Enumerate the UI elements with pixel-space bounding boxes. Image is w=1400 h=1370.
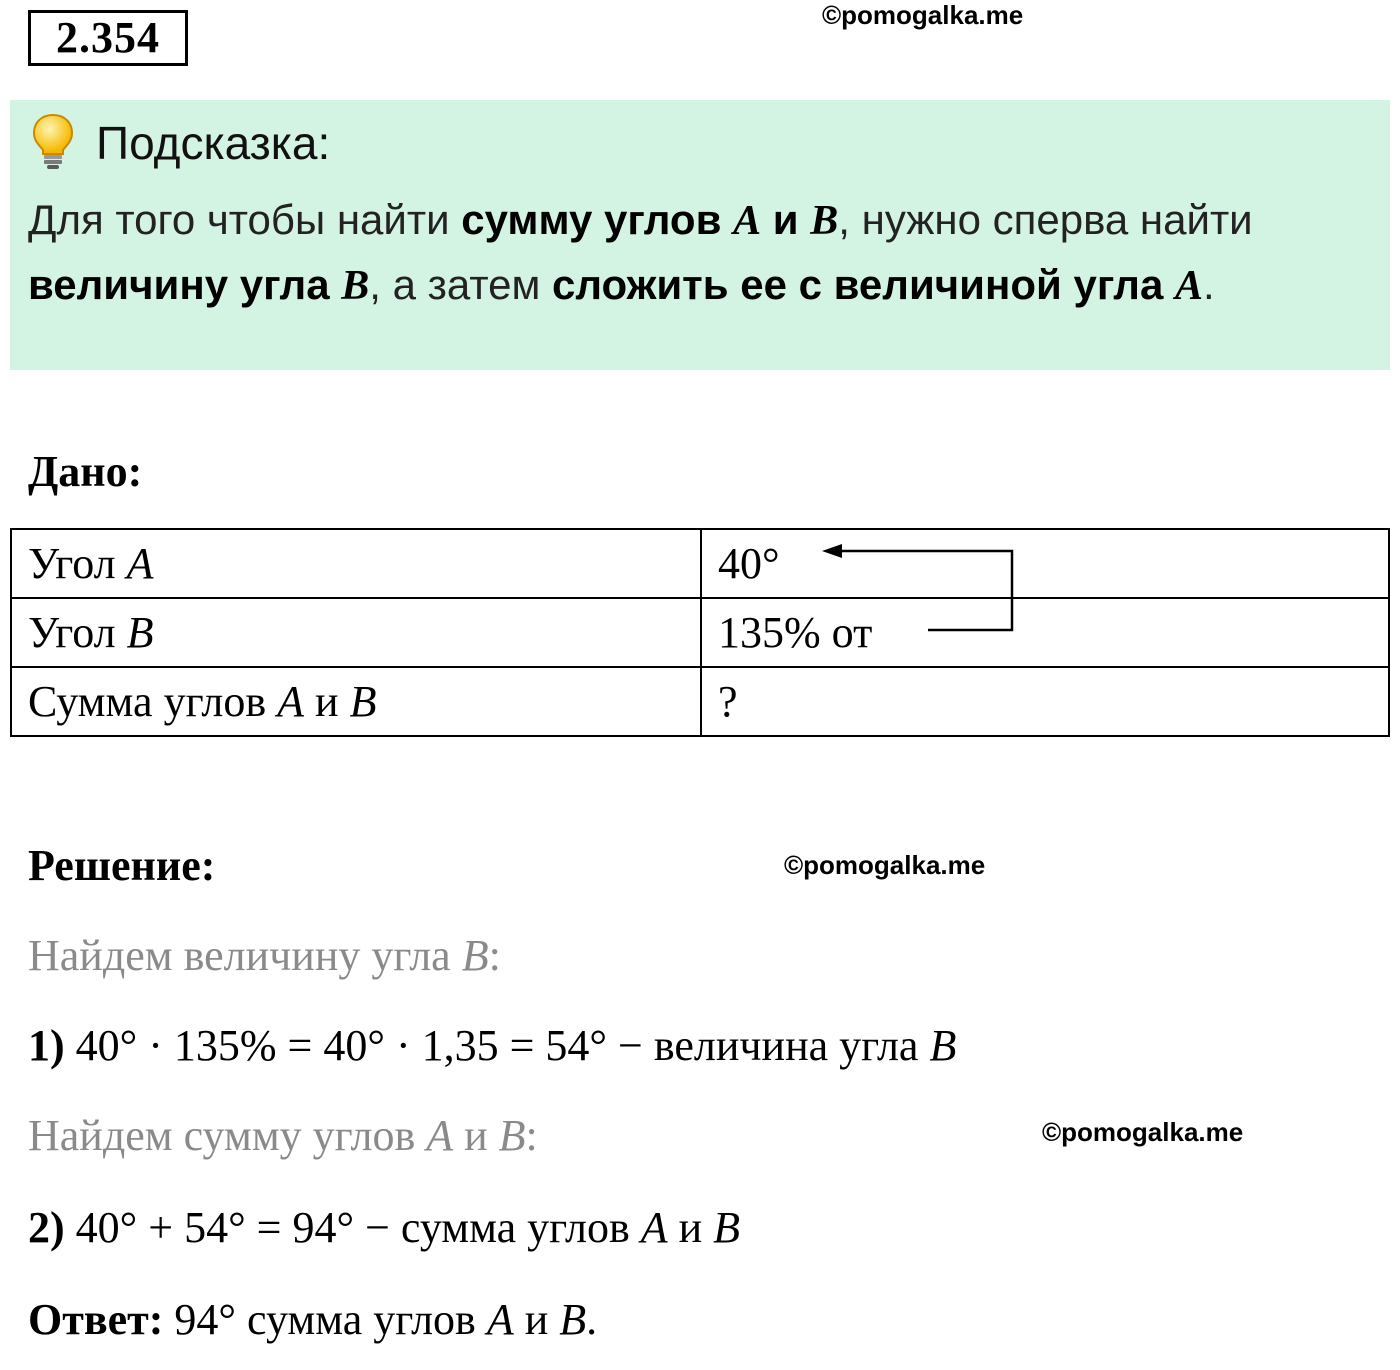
- step2-intro: Найдем сумму углов A и B:: [28, 1111, 538, 1160]
- row-label: Угол A: [11, 529, 701, 598]
- problem-number: 2.354: [28, 10, 188, 66]
- hint-text: Для того чтобы найти сумму углов A и B, нужно сперва найти величину угла B, а затем сложить ее с величиной угла A.: [28, 196, 1253, 309]
- row-value: ?: [701, 667, 1389, 736]
- row-value: 135% от: [701, 598, 1389, 667]
- given-table: [10, 528, 1390, 737]
- table-row: [11, 598, 1389, 667]
- table-row: [11, 529, 1389, 598]
- hint-box: [10, 100, 1390, 370]
- answer-line: Ответ: 94° сумма углов A и B.: [28, 1295, 598, 1344]
- given-heading: Дано:: [28, 447, 143, 496]
- watermark: ©pomogalka.me: [784, 850, 986, 880]
- lightbulb-icon: [30, 112, 76, 170]
- watermark: ©pomogalka.me: [822, 0, 1024, 30]
- hint-title: Подсказка:: [96, 117, 331, 169]
- row-label: Сумма углов A и B: [11, 667, 701, 736]
- step1-intro: Найдем величину угла B:: [28, 931, 501, 980]
- row-value: 40°: [701, 529, 1389, 598]
- table-row: [11, 667, 1389, 736]
- watermark: ©pomogalka.me: [1042, 1117, 1244, 1147]
- step2-line: 2) 40° + 54° = 94° − сумма углов A и B: [28, 1203, 741, 1252]
- row-label: Угол B: [11, 598, 701, 667]
- solution-heading: Решение:: [28, 841, 216, 890]
- step1-line: 1) 40° · 135% = 40° · 1,35 = 54° − величина угла B: [28, 1021, 957, 1070]
